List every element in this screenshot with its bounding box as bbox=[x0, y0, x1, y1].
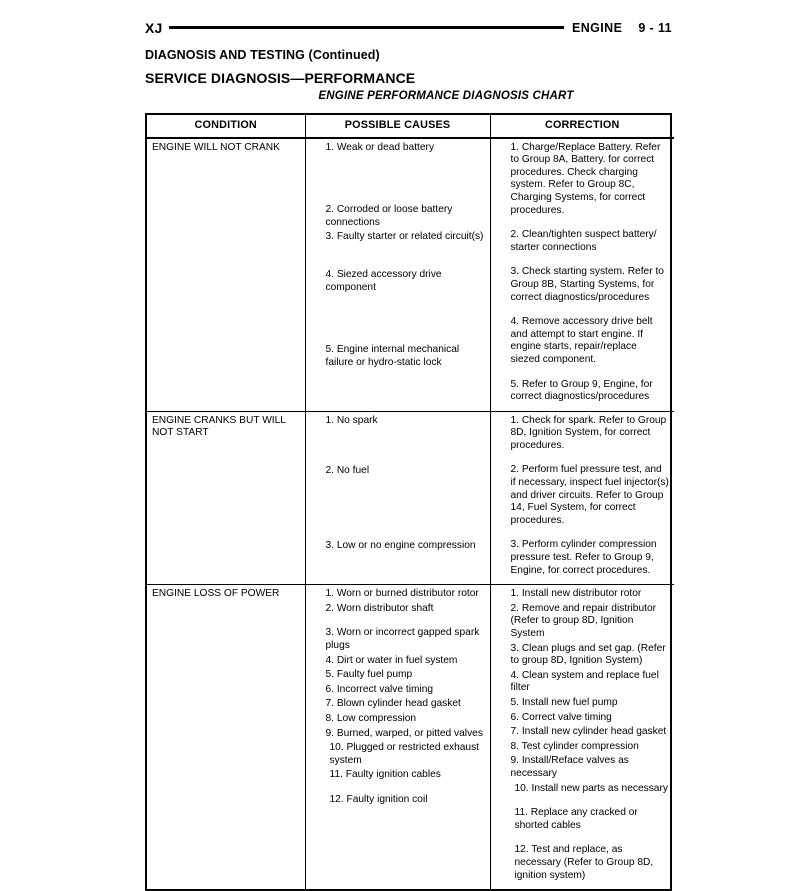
condition-label: ENGINE CRANKS BUT WILL NOT START bbox=[152, 414, 286, 439]
list-item: 1. Charge/Replace Battery. Refer to Group 8A, Battery. for correct procedures. Check charging system. Refer to Group 8C, Charging Systems, for correct procedures. bbox=[510, 141, 661, 216]
list-item: 5. Engine internal mechanical failure or hydro-static lock bbox=[325, 344, 460, 368]
list-item: 3. Check starting system. Refer to Group 8B, Starting Systems, for correct diagnostics/procedures bbox=[510, 266, 664, 303]
corrections-cell bbox=[490, 138, 674, 412]
table-header-row bbox=[147, 115, 674, 138]
list-item: 7. Blown cylinder head gasket bbox=[325, 698, 461, 710]
list-item: 2. Clean/tighten suspect battery/ starter connections bbox=[510, 229, 657, 253]
corrections-list bbox=[496, 415, 670, 578]
list-item: 10. Install new parts as necessary bbox=[514, 782, 668, 794]
column-header-correction: CORRECTION bbox=[490, 115, 674, 138]
list-item: 12. Faulty ignition coil bbox=[329, 793, 428, 805]
corrections-cell bbox=[490, 585, 674, 889]
causes-list bbox=[311, 588, 485, 806]
list-item: 4. Siezed accessory drive component bbox=[325, 268, 442, 293]
list-item: 2. No fuel bbox=[325, 465, 370, 477]
causes-list bbox=[311, 415, 485, 553]
header-rule bbox=[169, 26, 564, 29]
causes-cell bbox=[305, 138, 490, 412]
list-item: 8. Low compression bbox=[325, 712, 417, 724]
list-item: 4. Dirt or water in fuel system bbox=[325, 654, 458, 666]
column-header-possible-causes: POSSIBLE CAUSES bbox=[305, 115, 490, 138]
condition-label: ENGINE WILL NOT CRANK bbox=[152, 141, 280, 153]
causes-cell bbox=[305, 585, 490, 889]
chart-title: ENGINE PERFORMANCE DIAGNOSIS CHART bbox=[318, 90, 574, 102]
model-code: XJ bbox=[145, 20, 163, 36]
table-row bbox=[147, 138, 674, 412]
list-item: 5. Refer to Group 9, Engine, for correct diagnostics/procedures bbox=[510, 378, 653, 403]
causes-list bbox=[311, 142, 485, 370]
column-header-condition: CONDITION bbox=[147, 115, 305, 138]
page-number: 9 - 11 bbox=[638, 21, 672, 35]
list-item: 1. Install new distributor rotor bbox=[510, 588, 642, 600]
corrections-cell bbox=[490, 411, 674, 585]
table-row bbox=[147, 411, 674, 585]
list-item: 1. Check for spark. Refer to Group 8D, Ignition System, for correct procedures. bbox=[510, 414, 667, 451]
list-item: 6. Incorrect valve timing bbox=[325, 683, 434, 695]
list-item: 3. Faulty starter or related circuit(s) bbox=[325, 231, 484, 243]
list-item: 5. Faulty fuel pump bbox=[325, 669, 413, 681]
condition-cell bbox=[147, 411, 305, 585]
list-item: 3. Perform cylinder compression pressure test. Refer to Group 9, Engine, for correct procedures. bbox=[510, 539, 657, 576]
list-item: 3. Clean plugs and set gap. (Refer to group 8D, Ignition System) bbox=[510, 642, 666, 667]
section-name: ENGINE bbox=[571, 21, 623, 35]
list-item: 1. Weak or dead battery bbox=[325, 141, 435, 153]
running-header bbox=[145, 18, 672, 38]
list-item: 12. Test and replace, as necessary (Refer to Group 8D, ignition system) bbox=[514, 844, 654, 881]
condition-cell bbox=[147, 138, 305, 412]
list-item: 9. Install/Reface valves as necessary bbox=[510, 755, 629, 779]
page-title: SERVICE DIAGNOSIS—PERFORMANCE bbox=[145, 70, 416, 86]
diagnosis-table bbox=[147, 115, 674, 889]
condition-label: ENGINE LOSS OF POWER bbox=[152, 588, 280, 600]
list-item: 4. Clean system and replace fuel filter bbox=[510, 669, 659, 694]
list-item: 11. Replace any cracked or shorted cables bbox=[514, 807, 638, 831]
list-item: 5. Install new fuel pump bbox=[510, 696, 618, 708]
list-item: 11. Faulty ignition cables bbox=[329, 769, 441, 781]
list-item: 3. Worn or incorrect gapped spark plugs bbox=[325, 627, 480, 651]
continued-heading: DIAGNOSIS AND TESTING (Continued) bbox=[145, 48, 380, 62]
list-item: 1. Worn or burned distributor rotor bbox=[325, 588, 479, 600]
list-item: 4. Remove accessory drive belt and attempt to start engine. If engine starts, repair/replace siezed component. bbox=[510, 316, 653, 365]
list-item: 3. Low or no engine compression bbox=[325, 539, 476, 551]
list-item: 2. Worn distributor shaft bbox=[325, 602, 434, 614]
list-item: 7. Install new cylinder head gasket bbox=[510, 726, 667, 738]
engine-performance-diagnosis-chart bbox=[145, 113, 672, 891]
causes-cell bbox=[305, 411, 490, 585]
list-item: 6. Correct valve timing bbox=[510, 711, 612, 723]
table-row bbox=[147, 585, 674, 889]
list-item: 2. Perform fuel pressure test, and if necessary, inspect fuel injector(s) and driver circuits. Refer to Group 14, Fuel System, for correct procedures. bbox=[510, 464, 669, 526]
list-item: 2. Corroded or loose battery connections bbox=[325, 204, 453, 228]
corrections-list bbox=[496, 588, 670, 882]
list-item: 9. Burned, warped, or pitted valves bbox=[325, 727, 483, 739]
list-item: 10. Plugged or restricted exhaust system bbox=[329, 742, 480, 766]
list-item: 8. Test cylinder compression bbox=[510, 740, 639, 752]
condition-cell bbox=[147, 585, 305, 889]
list-item: 2. Remove and repair distributor (Refer to group 8D, Ignition System bbox=[510, 602, 657, 639]
corrections-list bbox=[496, 142, 670, 404]
list-item: 1. No spark bbox=[325, 414, 378, 426]
